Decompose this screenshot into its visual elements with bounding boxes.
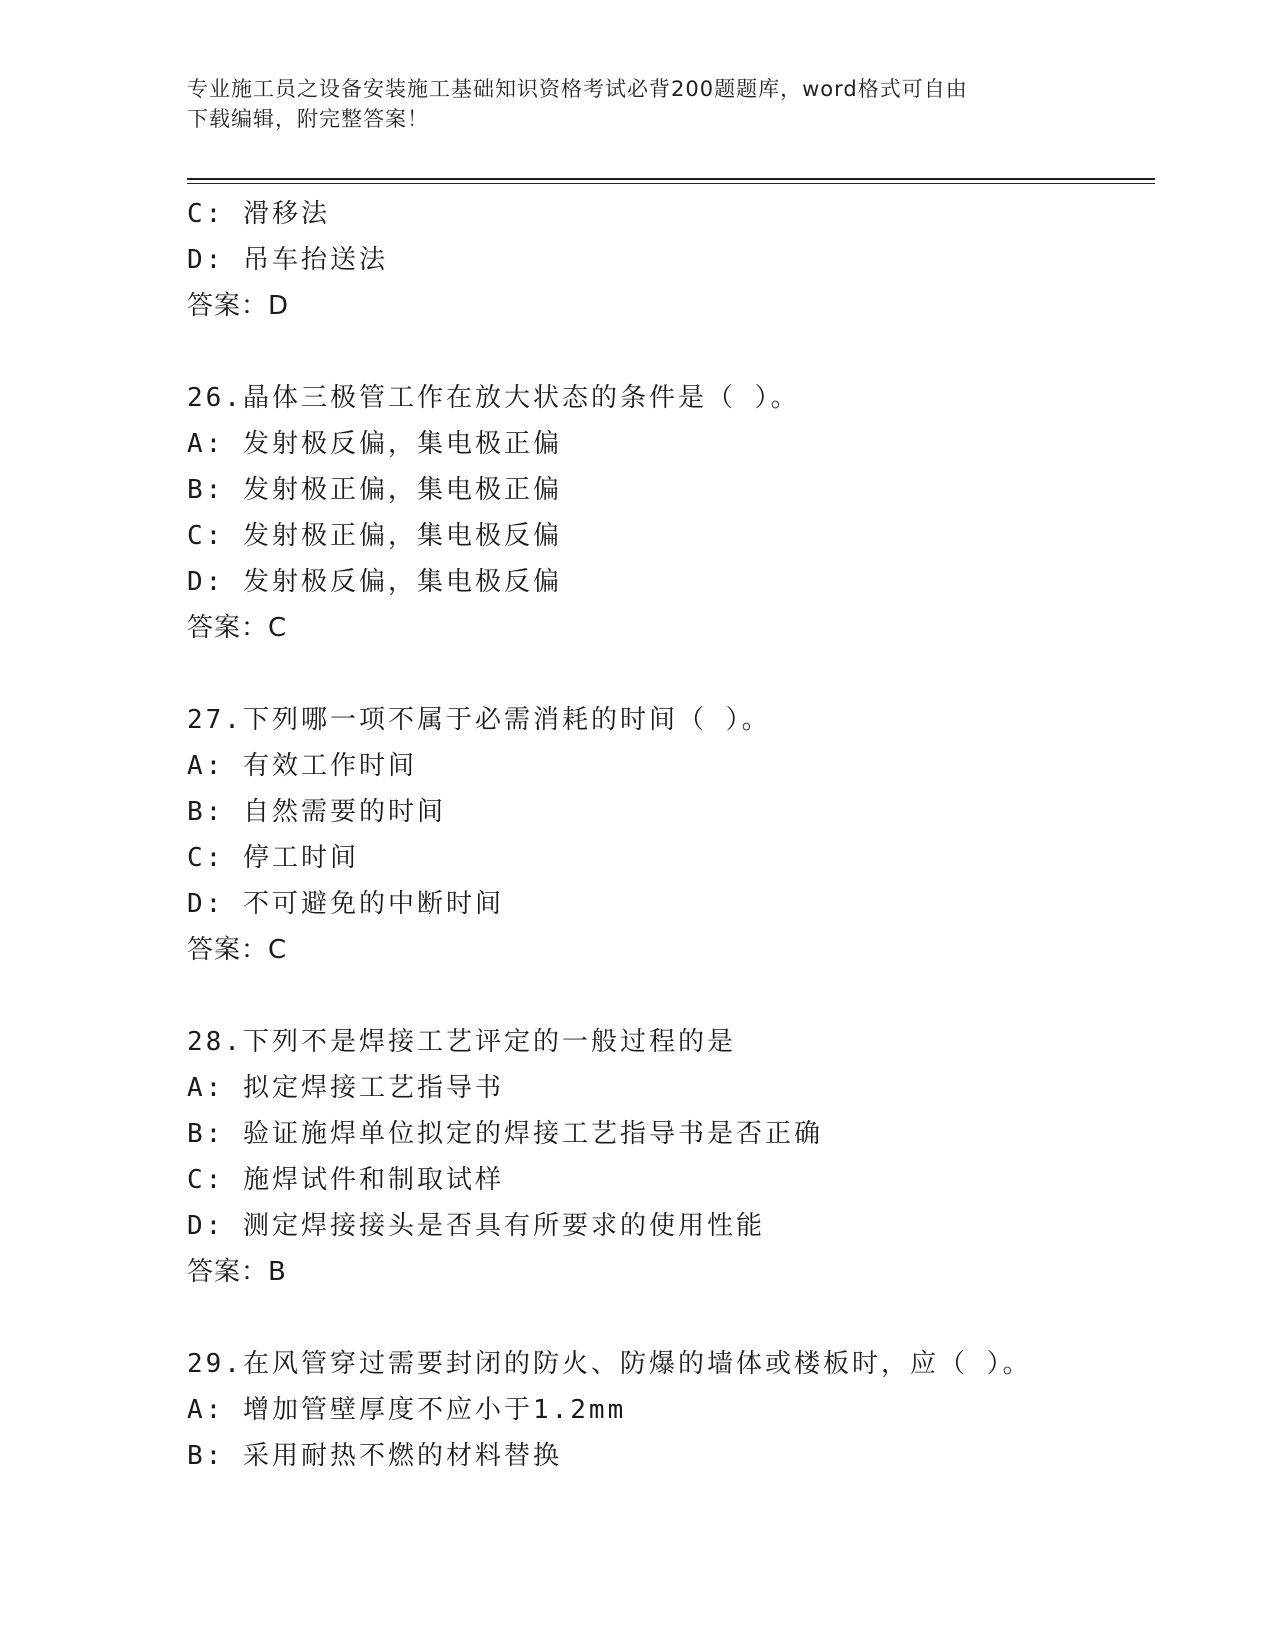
spacer bbox=[187, 973, 1147, 1019]
option-a: A: 增加管壁厚度不应小于1.2mm bbox=[187, 1395, 627, 1425]
option-d: D: 发射极反偏，集电极反偏 bbox=[187, 567, 562, 597]
option-d: D: 不可避免的中断时间 bbox=[187, 889, 504, 919]
option-d: D: 测定焊接接头是否具有所要求的使用性能 bbox=[187, 1211, 765, 1241]
header-title-line-1: 专业施工员之设备安装施工基础知识资格考试必背200题题库，word格式可自由 bbox=[187, 77, 968, 101]
answer-line: 答案：D bbox=[187, 291, 290, 321]
question-29 bbox=[187, 1341, 1147, 1479]
option-a: A: 发射极反偏，集电极正偏 bbox=[187, 429, 562, 459]
question-27 bbox=[187, 697, 1147, 973]
spacer bbox=[187, 651, 1147, 697]
answer-line: 答案：C bbox=[187, 613, 288, 643]
option-b: B: 自然需要的时间 bbox=[187, 797, 446, 827]
page-header bbox=[187, 74, 1087, 134]
question-stem: 26.晶体三极管工作在放大状态的条件是（ ）。 bbox=[187, 383, 800, 413]
option-c: C: 滑移法 bbox=[187, 199, 330, 229]
question-stem: 27.下列哪一项不属于必需消耗的时间（ ）。 bbox=[187, 705, 771, 735]
question-28 bbox=[187, 1019, 1147, 1295]
question-stem: 28.下列不是焊接工艺评定的一般过程的是 bbox=[187, 1027, 736, 1057]
option-b: B: 验证施焊单位拟定的焊接工艺指导书是否正确 bbox=[187, 1119, 823, 1149]
option-a: A: 拟定焊接工艺指导书 bbox=[187, 1073, 504, 1103]
option-b: B: 发射极正偏，集电极正偏 bbox=[187, 475, 562, 505]
question-26 bbox=[187, 375, 1147, 651]
header-divider-thick bbox=[187, 178, 1155, 180]
option-c: C: 施焊试件和制取试样 bbox=[187, 1165, 504, 1195]
document-body bbox=[187, 191, 1147, 1479]
option-c: C: 停工时间 bbox=[187, 843, 359, 873]
option-a: A: 有效工作时间 bbox=[187, 751, 417, 781]
answer-line: 答案：C bbox=[187, 935, 288, 965]
option-c: C: 发射极正偏，集电极反偏 bbox=[187, 521, 562, 551]
spacer bbox=[187, 1295, 1147, 1341]
spacer bbox=[187, 329, 1147, 375]
header-title-line-2: 下载编辑，附完整答案！ bbox=[187, 107, 429, 131]
answer-line: 答案：B bbox=[187, 1257, 287, 1287]
option-d: D: 吊车抬送法 bbox=[187, 245, 388, 275]
question-stem: 29.在风管穿过需要封闭的防火、防爆的墙体或楼板时，应（ ）。 bbox=[187, 1349, 1032, 1379]
option-b: B: 采用耐热不燃的材料替换 bbox=[187, 1441, 562, 1471]
question-fragment bbox=[187, 191, 1147, 329]
header-divider-thin bbox=[187, 183, 1155, 184]
